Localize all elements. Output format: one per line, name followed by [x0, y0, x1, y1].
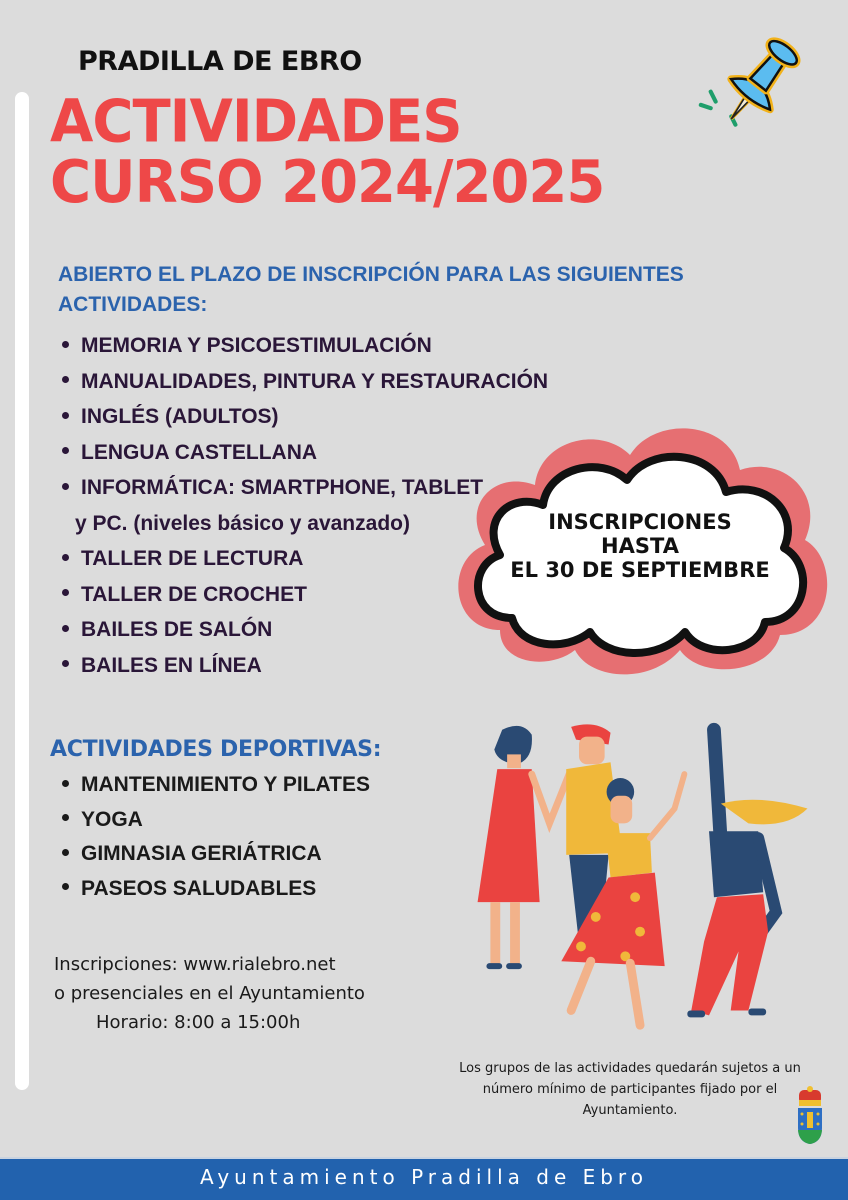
bullet-icon [62, 660, 69, 667]
sport-item: PASEOS SALUDABLES [62, 872, 370, 907]
contact-hours: Horario: 8:00 a 15:00h [96, 1012, 301, 1033]
bullet-icon [62, 341, 69, 348]
sport-item: YOGA [62, 803, 370, 838]
contact-in-person: o presenciales en el Ayuntamiento [54, 983, 365, 1004]
sport-item: MANTENIMIENTO Y PILATES [62, 768, 370, 803]
bullet-icon [62, 883, 69, 890]
sports-list [62, 768, 370, 906]
activity-item: MEMORIA Y PSICOESTIMULACIÓN [62, 328, 548, 364]
activity-item: BAILES EN LÍNEA [62, 648, 548, 684]
bullet-icon [62, 483, 69, 490]
bullet-icon [62, 625, 69, 632]
contact-website: Inscripciones: www.rialebro.net [54, 954, 336, 975]
intro-line-1: ABIERTO EL PLAZO DE INSCRIPCIÓN PARA LAS SIGUIENTES [58, 263, 684, 286]
activity-item: MANUALIDADES, PINTURA Y RESTAURACIÓN [62, 364, 548, 400]
minimum-participants-note: Los grupos de las actividades quedarán sujetos a un número mínimo de participantes fijado por el Ayuntamiento. [459, 1061, 801, 1118]
activity-item: BAILES DE SALÓN [62, 612, 548, 648]
activity-item: TALLER DE CROCHET [62, 577, 548, 613]
title-line-2: CURSO 2024/2025 [50, 148, 605, 217]
poster-title [50, 87, 605, 217]
sport-item: GIMNASIA GERIÁTRICA [62, 837, 370, 872]
bullet-icon [62, 376, 69, 383]
intro-line-2: ACTIVIDADES: [58, 293, 208, 316]
enrollment-intro [58, 260, 758, 320]
bullet-icon [62, 412, 69, 419]
activity-item: LENGUA CASTELLANA [62, 435, 548, 471]
footer-banner: Ayuntamiento Pradilla de Ebro [0, 1157, 848, 1200]
deadline-text: INSCRIPCIONES HASTA EL 30 DE SEPTIEMBRE [510, 510, 770, 582]
dancing-people-illustration [460, 715, 830, 1040]
bullet-icon [62, 780, 69, 787]
activity-item: INFORMÁTICA: SMARTPHONE, TABLET [62, 470, 548, 506]
contact-info [54, 950, 394, 1037]
title-line-1: ACTIVIDADES [50, 87, 462, 157]
bullet-icon [62, 554, 69, 561]
activity-item: TALLER DE LECTURA [62, 541, 548, 577]
sports-heading: ACTIVIDADES DEPORTIVAS: [50, 737, 382, 762]
bullet-icon [62, 447, 69, 454]
bullet-icon [62, 814, 69, 821]
decorative-left-bar [15, 92, 29, 1090]
bullet-icon [62, 849, 69, 856]
activity-item-continuation: y PC. (niveles básico y avanzado) [75, 511, 410, 535]
pushpin-icon [686, 26, 826, 136]
coat-of-arms-icon [794, 1084, 826, 1146]
activity-item: INGLÉS (ADULTOS) [62, 399, 548, 435]
town-name: PRADILLA DE EBRO [78, 46, 362, 77]
bullet-icon [62, 589, 69, 596]
